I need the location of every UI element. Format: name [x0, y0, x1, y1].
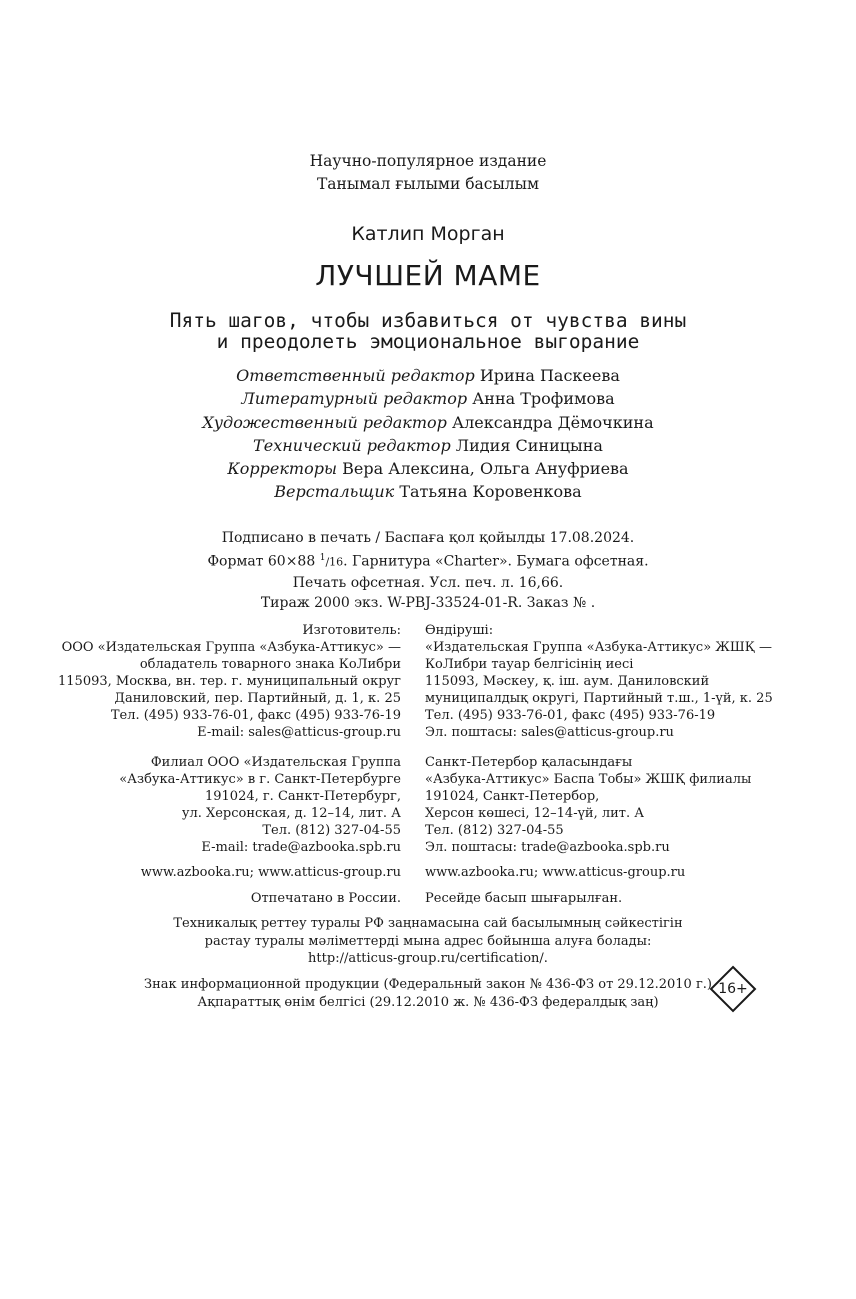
- manufacturer-ru-line: Даниловский, пер. Партийный, д. 1, к. 25: [114, 691, 401, 706]
- websites-ru: www.azbooka.ru; www.atticus-group.ru: [140, 865, 401, 880]
- format-frac: /16: [325, 555, 344, 569]
- credit-name: Ирина Паскеева: [479, 366, 620, 385]
- branch-ru-line: Тел. (812) 327-04-55: [262, 823, 401, 838]
- credit-role: Корректоры: [227, 459, 338, 479]
- sign-line-ru: Знак информационной продукции (Федеральный закон № 436-ФЗ от 29.12.2010 г.): [144, 977, 712, 992]
- format-text-b: . Гарнитура «Charter». Бумага офсетная.: [343, 553, 649, 570]
- branch-kz-line: Херсон көшесі, 12–14-үй, лит. А: [425, 806, 645, 821]
- manufacturer-kz-line: «Издательская Группа «Азбука-Аттикус» ЖШҚ —: [425, 640, 772, 655]
- subtitle-line-1: Пять шагов, чтобы избавиться от чувства вины: [169, 309, 687, 332]
- credit-proofreaders: [0, 457, 856, 480]
- manufacturer-kz: [425, 622, 773, 741]
- book-title: ЛУЧШЕЙ МАМЕ: [315, 259, 541, 292]
- age-rating-badge: [709, 965, 757, 1013]
- branch-ru-line: «Азбука-Аттикус» в г. Санкт-Петербурге: [119, 772, 401, 787]
- manufacturer-ru-line: обладатель товарного знака КоЛибри: [139, 657, 401, 672]
- credit-role: Верстальщик: [274, 482, 395, 502]
- manufacturer-kz-line: Тел. (495) 933-76-01, факс (495) 933-76-19: [425, 708, 716, 723]
- manufacturer-kz-email: Эл. поштасы: sales@atticus-group.ru: [425, 725, 674, 740]
- book-subtitle: [0, 310, 856, 352]
- credit-name: Татьяна Коровенкова: [399, 482, 582, 502]
- credit-name: Анна Трофимова: [472, 389, 615, 409]
- format-text-a: Формат 60×88: [207, 553, 320, 570]
- credit-name: Александра Дёмочкина: [451, 412, 654, 432]
- credit-layout: [0, 480, 856, 503]
- print-signed: Подписано в печать / Баспаға қол қойылды 17.08.2024.: [221, 530, 635, 546]
- credit-role: Ответственный редактор: [236, 366, 475, 385]
- branch-ru-line: Филиал ООО «Издательская Группа: [150, 755, 401, 770]
- manufacturer-kz-line: КоЛибри тауар белгісінің иесі: [425, 657, 634, 672]
- branch-kz-line: «Азбука-Аттикус» Баспа Тобы» ЖШҚ филиалы: [425, 772, 752, 787]
- age-rating-label: 16+: [718, 981, 748, 997]
- credit-name: Вера Алексина, Ольга Ануфриева: [342, 459, 629, 479]
- credit-art-editor: [0, 411, 856, 434]
- edition-type-kz: Танымал ғылыми басылым: [316, 175, 540, 193]
- manufacturer-ru-line: Изготовитель:: [302, 623, 401, 638]
- manufacturer-ru-email: E-mail: sales@atticus-group.ru: [197, 725, 401, 740]
- websites-kz: www.azbooka.ru; www.atticus-group.ru: [425, 865, 686, 880]
- manufacturer-ru: [58, 622, 401, 741]
- branch-kz-line: Тел. (812) 327-04-55: [425, 823, 564, 838]
- certification-url: http://atticus-group.ru/certification/.: [308, 951, 548, 966]
- format-sup: 1: [319, 553, 326, 563]
- branch-ru: [119, 754, 401, 856]
- print-method: Печать офсетная. Усл. печ. л. 16,66.: [292, 574, 564, 591]
- print-details: [0, 528, 856, 613]
- credit-technical-editor: [0, 434, 856, 457]
- printed-ru: Отпечатано в России.: [250, 891, 401, 906]
- edition-type: [0, 150, 856, 196]
- manufacturer-kz-line: 115093, Мәскеу, қ. іш. аум. Даниловский: [425, 674, 710, 689]
- subtitle-line-2: и преодолеть эмоциональное выгорание: [216, 330, 640, 353]
- manufacturer-ru-line: Тел. (495) 933-76-01, факс (495) 933-76-19: [110, 708, 401, 723]
- credit-literary-editor: [0, 387, 856, 410]
- print-run: Тираж 2000 экз. W-PBJ-33524-01-R. Заказ № .: [260, 594, 596, 611]
- sign-line-kz: Ақпараттық өнім белгісі (29.12.2010 ж. № 436-ФЗ федералдық заң): [197, 994, 659, 1010]
- branch-ru-line: ул. Херсонская, д. 12–14, лит. А: [181, 806, 401, 821]
- branch-kz-line: 191024, Санкт-Петербор,: [425, 789, 600, 804]
- branch-kz: [425, 754, 751, 856]
- manufacturer-kz-line: Өндіруші:: [425, 623, 494, 638]
- certification-line: Техникалық реттеу туралы РФ заңнамасына сай басылымның сәйкестігін: [173, 916, 683, 931]
- branch-ru-email: E-mail: trade@azbooka.spb.ru: [201, 840, 401, 855]
- credit-name: Лидия Синицына: [455, 435, 603, 455]
- branch-kz-line: Санкт-Петербор қаласындағы: [425, 755, 633, 770]
- credit-role: Литературный редактор: [241, 389, 468, 409]
- print-format: [0, 548, 856, 573]
- branch-kz-email: Эл. поштасы: trade@azbooka.spb.ru: [425, 840, 670, 855]
- certification-notice: [0, 915, 856, 968]
- printed-kz: Ресейде басып шығарылған.: [425, 891, 623, 906]
- branch-ru-line: 191024, г. Санкт-Петербург,: [204, 789, 401, 804]
- manufacturer-kz-line: муниципалдық округі, Партийный т.ш., 1-үй, к. 25: [425, 691, 773, 706]
- author-name: Катлип Морган: [351, 223, 505, 245]
- credits-list: [0, 364, 856, 504]
- edition-type-ru: Научно-популярное издание: [309, 152, 547, 170]
- manufacturer-ru-line: ООО «Издательская Группа «Азбука-Аттикус» —: [61, 640, 401, 655]
- credit-responsible-editor: [0, 364, 856, 387]
- manufacturer-ru-line: 115093, Москва, вн. тер. г. муниципальный округ: [58, 674, 401, 689]
- credit-role: Художественный редактор: [202, 412, 447, 432]
- certification-line: растау туралы мәліметтерді мына адрес бойынша алуға болады:: [204, 933, 652, 949]
- credit-role: Технический редактор: [253, 435, 451, 455]
